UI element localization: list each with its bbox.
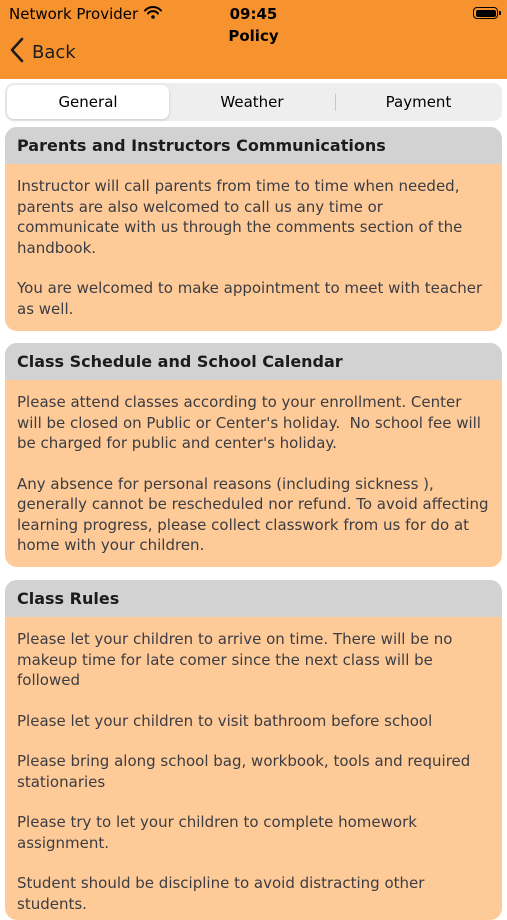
- section-title: Parents and Instructors Communications: [5, 127, 502, 164]
- back-label: Back: [32, 41, 76, 63]
- tab-segmented-control: [5, 83, 502, 121]
- status-time: 09:45: [229, 5, 278, 23]
- tab-payment[interactable]: Payment: [385, 93, 452, 111]
- section-card-communications: [5, 127, 502, 331]
- tab-weather[interactable]: Weather: [220, 93, 284, 111]
- section-card-schedule: [5, 343, 502, 567]
- section-paragraph: Please attend classes according to your enrollment. Center will be closed on Public or Center's holiday. No school fee will be charged for public and center's holiday.: [17, 393, 486, 452]
- battery-icon: [473, 7, 498, 19]
- section-title: Class Rules: [5, 580, 502, 617]
- section-paragraph: Student should be discipline to avoid distracting other students.: [17, 874, 430, 913]
- navigation-bar: [0, 0, 507, 79]
- tab-general[interactable]: General: [7, 85, 169, 119]
- section-paragraph: Instructor will call parents from time to time when needed, parents are also welcomed to call us any time or communicate with us through the comments section of the handbook.: [17, 177, 468, 257]
- page-title: Policy: [228, 27, 279, 45]
- section-paragraph: Please try to let your children to complete homework assignment.: [17, 813, 422, 852]
- section-paragraph: You are welcomed to make appointment to meet with teacher as well.: [17, 279, 487, 318]
- section-card-class-rules: [5, 580, 502, 920]
- section-title: Class Schedule and School Calendar: [5, 343, 502, 380]
- section-paragraph: Please bring along school bag, workbook, tools and required stationaries: [17, 752, 476, 791]
- section-paragraph: Please let your children to arrive on time. There will be no makeup time for late comer since the next class will be followed: [17, 630, 458, 689]
- section-paragraph: Any absence for personal reasons (including sickness ), generally cannot be rescheduled nor refund. To avoid affecting learning progress, please collect classwork from us for do at home with your children.: [17, 474, 494, 554]
- carrier-label: Network Provider: [9, 5, 139, 23]
- tab-divider: [335, 94, 336, 111]
- section-paragraph: Please let your children to visit bathroom before school: [17, 711, 433, 730]
